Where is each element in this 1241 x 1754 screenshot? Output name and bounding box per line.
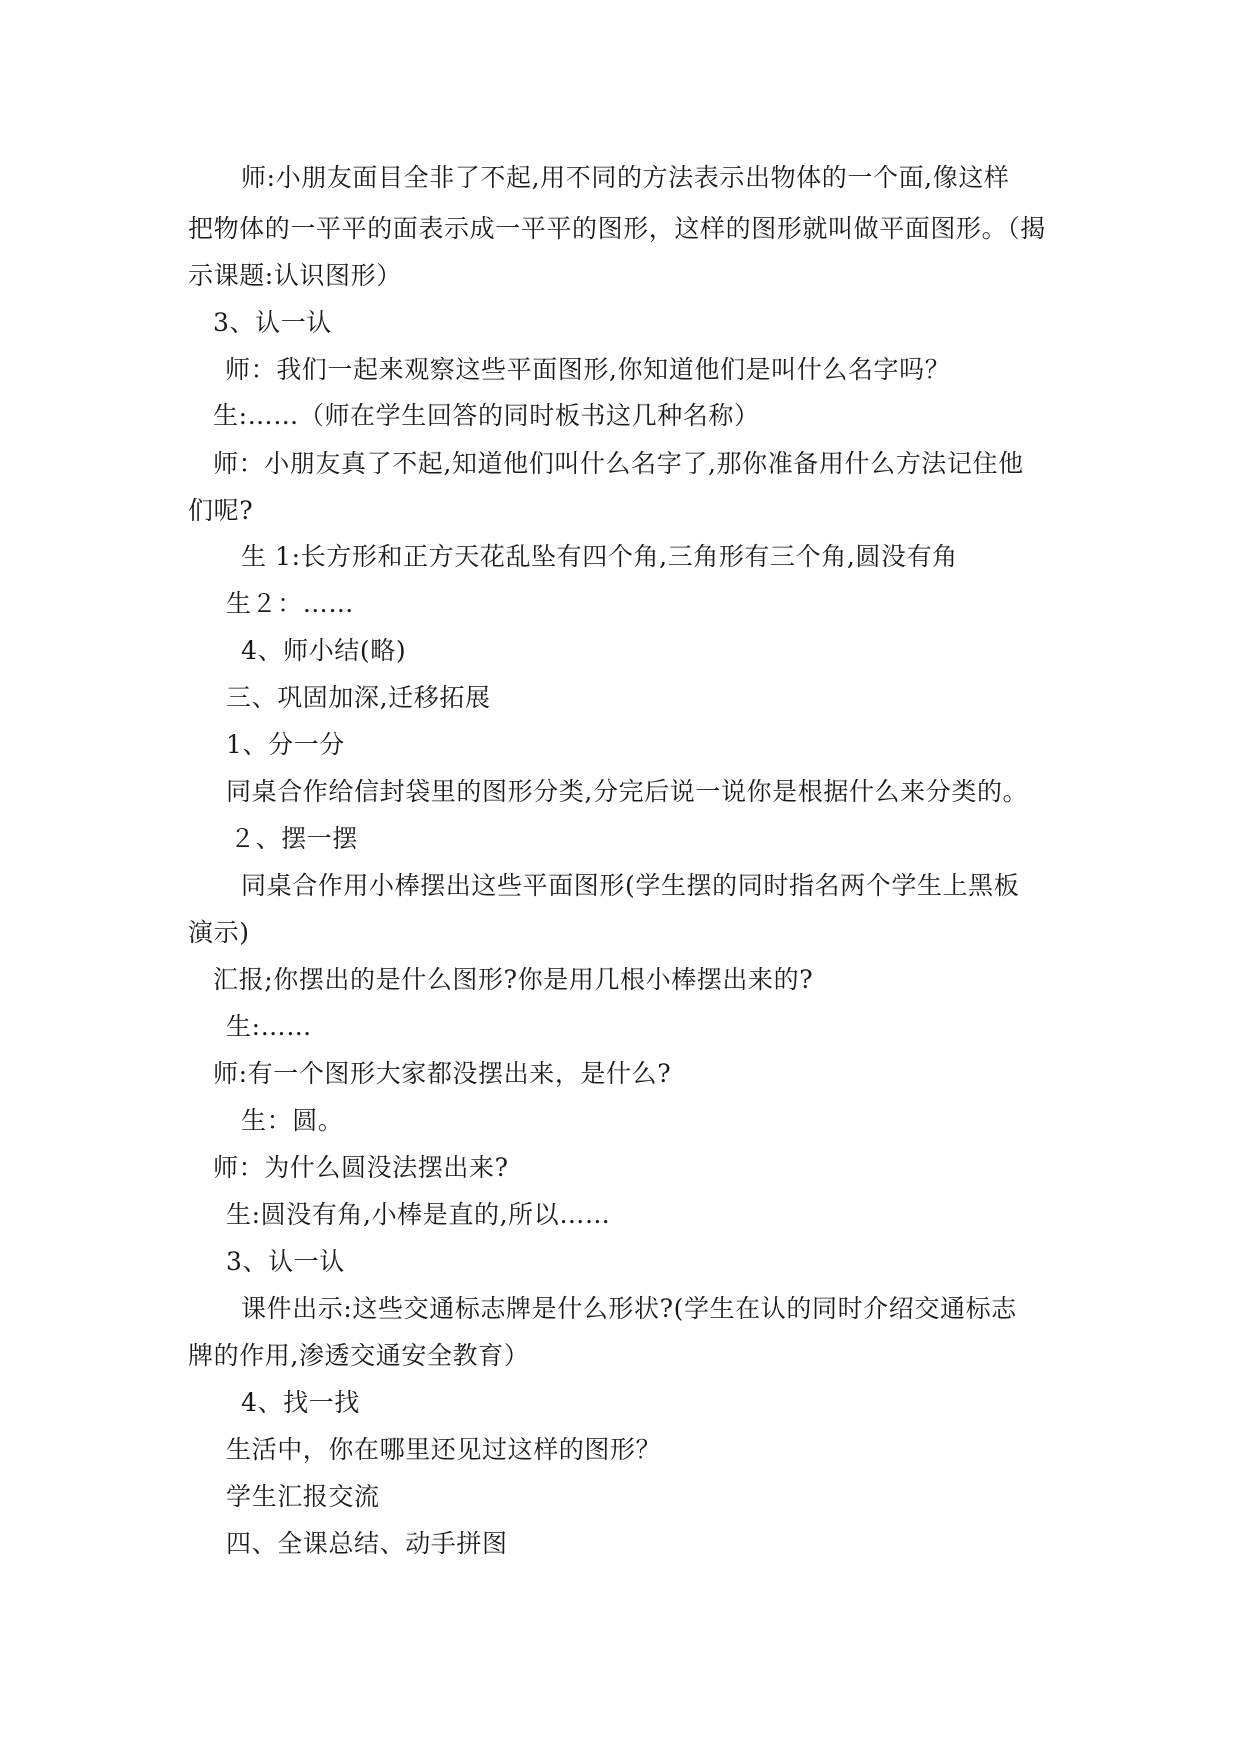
text-line: 同桌合作用小棒摆出这些平面图形(学生摆的同时指名两个学生上黑板 — [241, 871, 1020, 900]
text-line: 示课题:认识图形） — [188, 261, 402, 290]
text-line: 生：圆。 — [241, 1106, 344, 1135]
text-line: 演示) — [188, 918, 250, 947]
text-line: 生活中，你在哪里还见过这样的图形？ — [226, 1435, 662, 1464]
section-heading: 四、全课总结、动手拼图 — [226, 1529, 508, 1558]
section-heading: ２、摆一摆 — [230, 824, 359, 853]
section-heading: 3、认一认 — [226, 1247, 345, 1276]
text-line: 课件出示:这些交通标志牌是什么形状?(学生在认的同时介绍交通标志 — [241, 1294, 1017, 1323]
text-line: 生:圆没有角,小棒是直的,所以…… — [226, 1200, 611, 1229]
text-line: 汇报;你摆出的是什么图形?你是用几根小棒摆出来的? — [213, 965, 814, 994]
text-line: 牌的作用,渗透交通安全教育） — [188, 1341, 530, 1370]
text-line: 师：我们一起来观察这些平面图形,你知道他们是叫什么名字吗？ — [225, 355, 951, 384]
text-line: 师:小朋友面目全非了不起,用不同的方法表示出物体的一个面,像这样 — [241, 163, 1010, 192]
text-line: 师:有一个图形大家都没摆出来，是什么? — [213, 1059, 672, 1088]
section-heading: 4、师小结(略) — [241, 636, 407, 665]
text-line: 生２：…… — [226, 589, 355, 618]
text-line: 生 1:长方形和正方天花乱坠有四个角,三角形有三个角,圆没有角 — [241, 542, 958, 571]
section-heading: 3、认一认 — [213, 308, 332, 337]
text-line: 们呢? — [188, 496, 254, 525]
text-line: 生:…… — [226, 1012, 312, 1041]
section-heading: 4、找一找 — [241, 1388, 360, 1417]
text-line: 同桌合作给信封袋里的图形分类,分完后说一说你是根据什么来分类的。 — [226, 777, 1029, 806]
text-line: 师：小朋友真了不起,知道他们叫什么名字了,那你准备用什么方法记住他 — [213, 449, 1024, 478]
text-line: 师：为什么圆没法摆出来? — [213, 1153, 509, 1182]
section-heading: 三、巩固加深,迁移拓展 — [226, 683, 491, 712]
text-line: 学生汇报交流 — [226, 1482, 380, 1511]
section-heading: 1、分一分 — [226, 730, 345, 759]
text-line: 生:……（师在学生回答的同时板书这几种名称） — [213, 401, 760, 430]
text-line: 把物体的一平平的面表示成一平平的图形，这样的图形就叫做平面图形。（揭 — [188, 214, 1046, 243]
